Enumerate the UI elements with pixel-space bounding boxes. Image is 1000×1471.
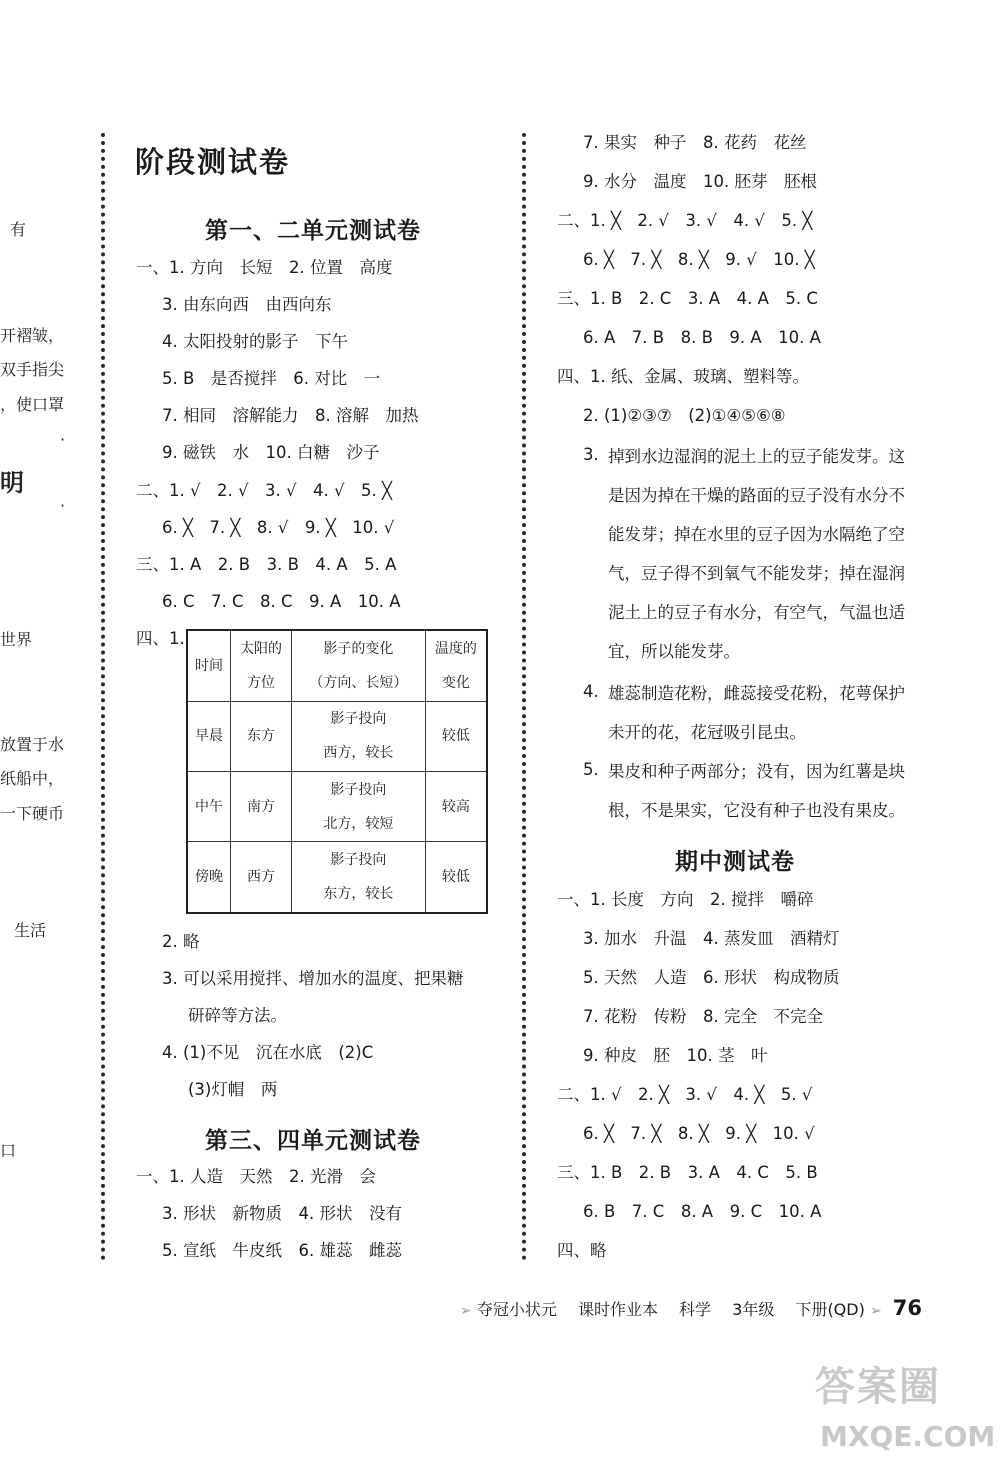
footer-book: 课时作业本 [577, 1300, 658, 1319]
question-number: 5. [583, 760, 599, 779]
answer-line: 研碎等方法。 [188, 1006, 287, 1025]
section-title-unit-3-4: 第三、四单元测试卷 [205, 1128, 421, 1154]
left-fragment: 世界 [0, 630, 33, 649]
footer-volume: 下册(QD) [795, 1300, 865, 1319]
answer-line: 二、1. √ 2. √ 3. √ 4. √ 5. ╳ [136, 481, 392, 500]
question-label: 四、1. [136, 629, 185, 648]
table-cell: 南方 [231, 771, 292, 841]
table-header-cell: 温度的 变化 [425, 630, 487, 701]
left-fragment: 明 [0, 469, 24, 497]
answer-line: 2. 略 [162, 932, 200, 951]
answer-line: 一、1. 长度 方向 2. 搅拌 嚼碎 [557, 890, 814, 909]
answer-paragraph: 果皮和种子两部分；没有，因为红薯是块根，不是果实，它没有种子也没有果皮。 [608, 762, 905, 820]
answer-line: 5. 宣纸 牛皮纸 6. 雄蕊 雌蕊 [162, 1241, 402, 1260]
answer-line: 6. A 7. B 8. B 9. A 10. A [583, 328, 821, 347]
table-cell: 影子投向 北方，较短 [292, 771, 426, 841]
footer-subject: 科学 [679, 1300, 712, 1319]
answer-line: 3. 形状 新物质 4. 形状 没有 [162, 1204, 402, 1223]
left-fragment: 放置于水 [0, 735, 65, 754]
left-fragment: 有 [10, 220, 27, 239]
answer-line: 7. 花粉 传粉 8. 完全 不完全 [583, 1007, 823, 1026]
shadow-observation-table [186, 629, 488, 914]
answer-line: 9. 磁铁 水 10. 白糖 沙子 [162, 443, 380, 462]
footer-grade: 3年级 [732, 1300, 775, 1319]
answer-paragraph: 掉到水边湿润的泥土上的豆子能发芽。这是因为掉在干燥的路面的豆子没有水分不能发芽；掉在水里的豆子因为水隔绝了空气，豆子得不到氧气不能发芽；掉在湿润泥土上的豆子有水分，有空气，气温也适宜，所以能发芽。 [608, 447, 905, 661]
answer-paragraph: 雄蕊制造花粉，雌蕊接受花粉，花萼保护未开的花，花冠吸引昆虫。 [608, 684, 905, 742]
answer-line: 6. B 7. C 8. A 9. C 10. A [583, 1202, 822, 1221]
left-fragment: 纸船中， [0, 769, 65, 788]
answer-line: 5. B 是否搅拌 6. 对比 一 [162, 369, 381, 388]
answer-line: 9. 种皮 胚 10. 茎 叶 [583, 1046, 768, 1065]
left-fragment: 开褶皱， [0, 326, 65, 345]
table-cell: 影子投向 西方，较长 [292, 701, 426, 771]
table-cell: 中午 [187, 771, 231, 841]
answer-line: 4. 太阳投射的影子 下午 [162, 332, 348, 351]
arrow-icon: ➢ [869, 1303, 882, 1319]
answer-line: 3. 由东向西 由西向东 [162, 295, 332, 314]
table-header-cell: 太阳的 方位 [231, 630, 292, 701]
left-fragment: · [60, 496, 66, 515]
answer-line: 2. (1)②③⑦ (2)①④⑤⑥⑧ [583, 406, 786, 425]
answer-line: 三、1. B 2. C 3. A 4. A 5. C [557, 289, 818, 308]
answer-line: 二、1. ╳ 2. √ 3. √ 4. √ 5. ╳ [557, 211, 813, 230]
answer-line: 3. 加水 升温 4. 蒸发皿 酒精灯 [583, 929, 840, 948]
table-cell: 影子投向 东方，较长 [292, 842, 426, 913]
answer-line: 6. C 7. C 8. C 9. A 10. A [162, 592, 401, 611]
answer-line: 4. (1)不见 沉在水底 (2)C [162, 1043, 374, 1062]
table-cell: 较低 [425, 701, 487, 771]
section-title-unit-1-2: 第一、二单元测试卷 [205, 218, 421, 244]
table-header-row [187, 630, 487, 701]
answer-line: 一、1. 方向 长短 2. 位置 高度 [136, 258, 393, 277]
table-cell: 西方 [231, 842, 292, 913]
watermark-site: MXQE.COM [820, 1420, 996, 1453]
table-cell: 较低 [425, 842, 487, 913]
table-cell: 东方 [231, 701, 292, 771]
left-fragment: 生活 [14, 921, 47, 940]
table-cell: 傍晚 [187, 842, 231, 913]
page-number: 76 [892, 1296, 922, 1320]
answer-line: 5. 天然 人造 6. 形状 构成物质 [583, 968, 840, 987]
footer-brand: 夺冠小状元 [476, 1300, 557, 1319]
answer-line: (3)灯帽 两 [188, 1080, 278, 1099]
answer-line: 9. 水分 温度 10. 胚芽 胚根 [583, 172, 817, 191]
question-number: 4. [583, 682, 599, 701]
left-fragment: · [60, 430, 66, 449]
left-fragment: 双手指尖 [0, 360, 65, 379]
answer-line: 6. ╳ 7. ╳ 8. ╳ 9. √ 10. ╳ [583, 250, 815, 269]
arrow-icon: ➢ [460, 1303, 472, 1319]
page-title: 阶段测试卷 [135, 145, 291, 179]
section-title-midterm: 期中测试卷 [675, 849, 795, 875]
answer-line: 四、略 [557, 1241, 607, 1260]
answer-line: 6. ╳ 7. ╳ 8. ╳ 9. ╳ 10. √ [583, 1124, 815, 1143]
question-number: 3. [583, 445, 599, 464]
answer-line: 7. 相同 溶解能力 8. 溶解 加热 [162, 406, 419, 425]
left-fragment: 一下硬币 [0, 804, 65, 823]
answer-line: 6. ╳ 7. ╳ 8. √ 9. ╳ 10. √ [162, 518, 395, 537]
answer-line: 一、1. 人造 天然 2. 光滑 会 [136, 1167, 376, 1186]
table-row [187, 771, 487, 841]
answer-line: 7. 果实 种子 8. 花药 花丝 [583, 133, 807, 152]
table-header-cell: 时间 [187, 630, 231, 701]
dotted-divider-left [101, 133, 105, 1261]
answer-line: 3. 可以采用搅拌、增加水的温度、把果糖 [162, 969, 464, 988]
answer-line: 三、1. A 2. B 3. B 4. A 5. A [136, 555, 397, 574]
table-header-cell: 影子的变化 （方向、长短） [292, 630, 426, 701]
table-row [187, 701, 487, 771]
table-cell: 较高 [425, 771, 487, 841]
table-row [187, 842, 487, 913]
table-cell: 早晨 [187, 701, 231, 771]
watermark-logo: 答案圈 [815, 1364, 941, 1410]
page-footer [460, 1296, 922, 1320]
answer-line: 四、1. 纸、金属、玻璃、塑料等。 [557, 367, 809, 386]
answer-line: 二、1. √ 2. ╳ 3. √ 4. ╳ 5. √ [557, 1085, 813, 1104]
dotted-divider-middle [522, 133, 526, 1261]
answer-line: 三、1. B 2. B 3. A 4. C 5. B [557, 1163, 818, 1182]
left-fragment: ，使口罩 [0, 395, 65, 414]
left-fragment: 口 [0, 1141, 17, 1160]
